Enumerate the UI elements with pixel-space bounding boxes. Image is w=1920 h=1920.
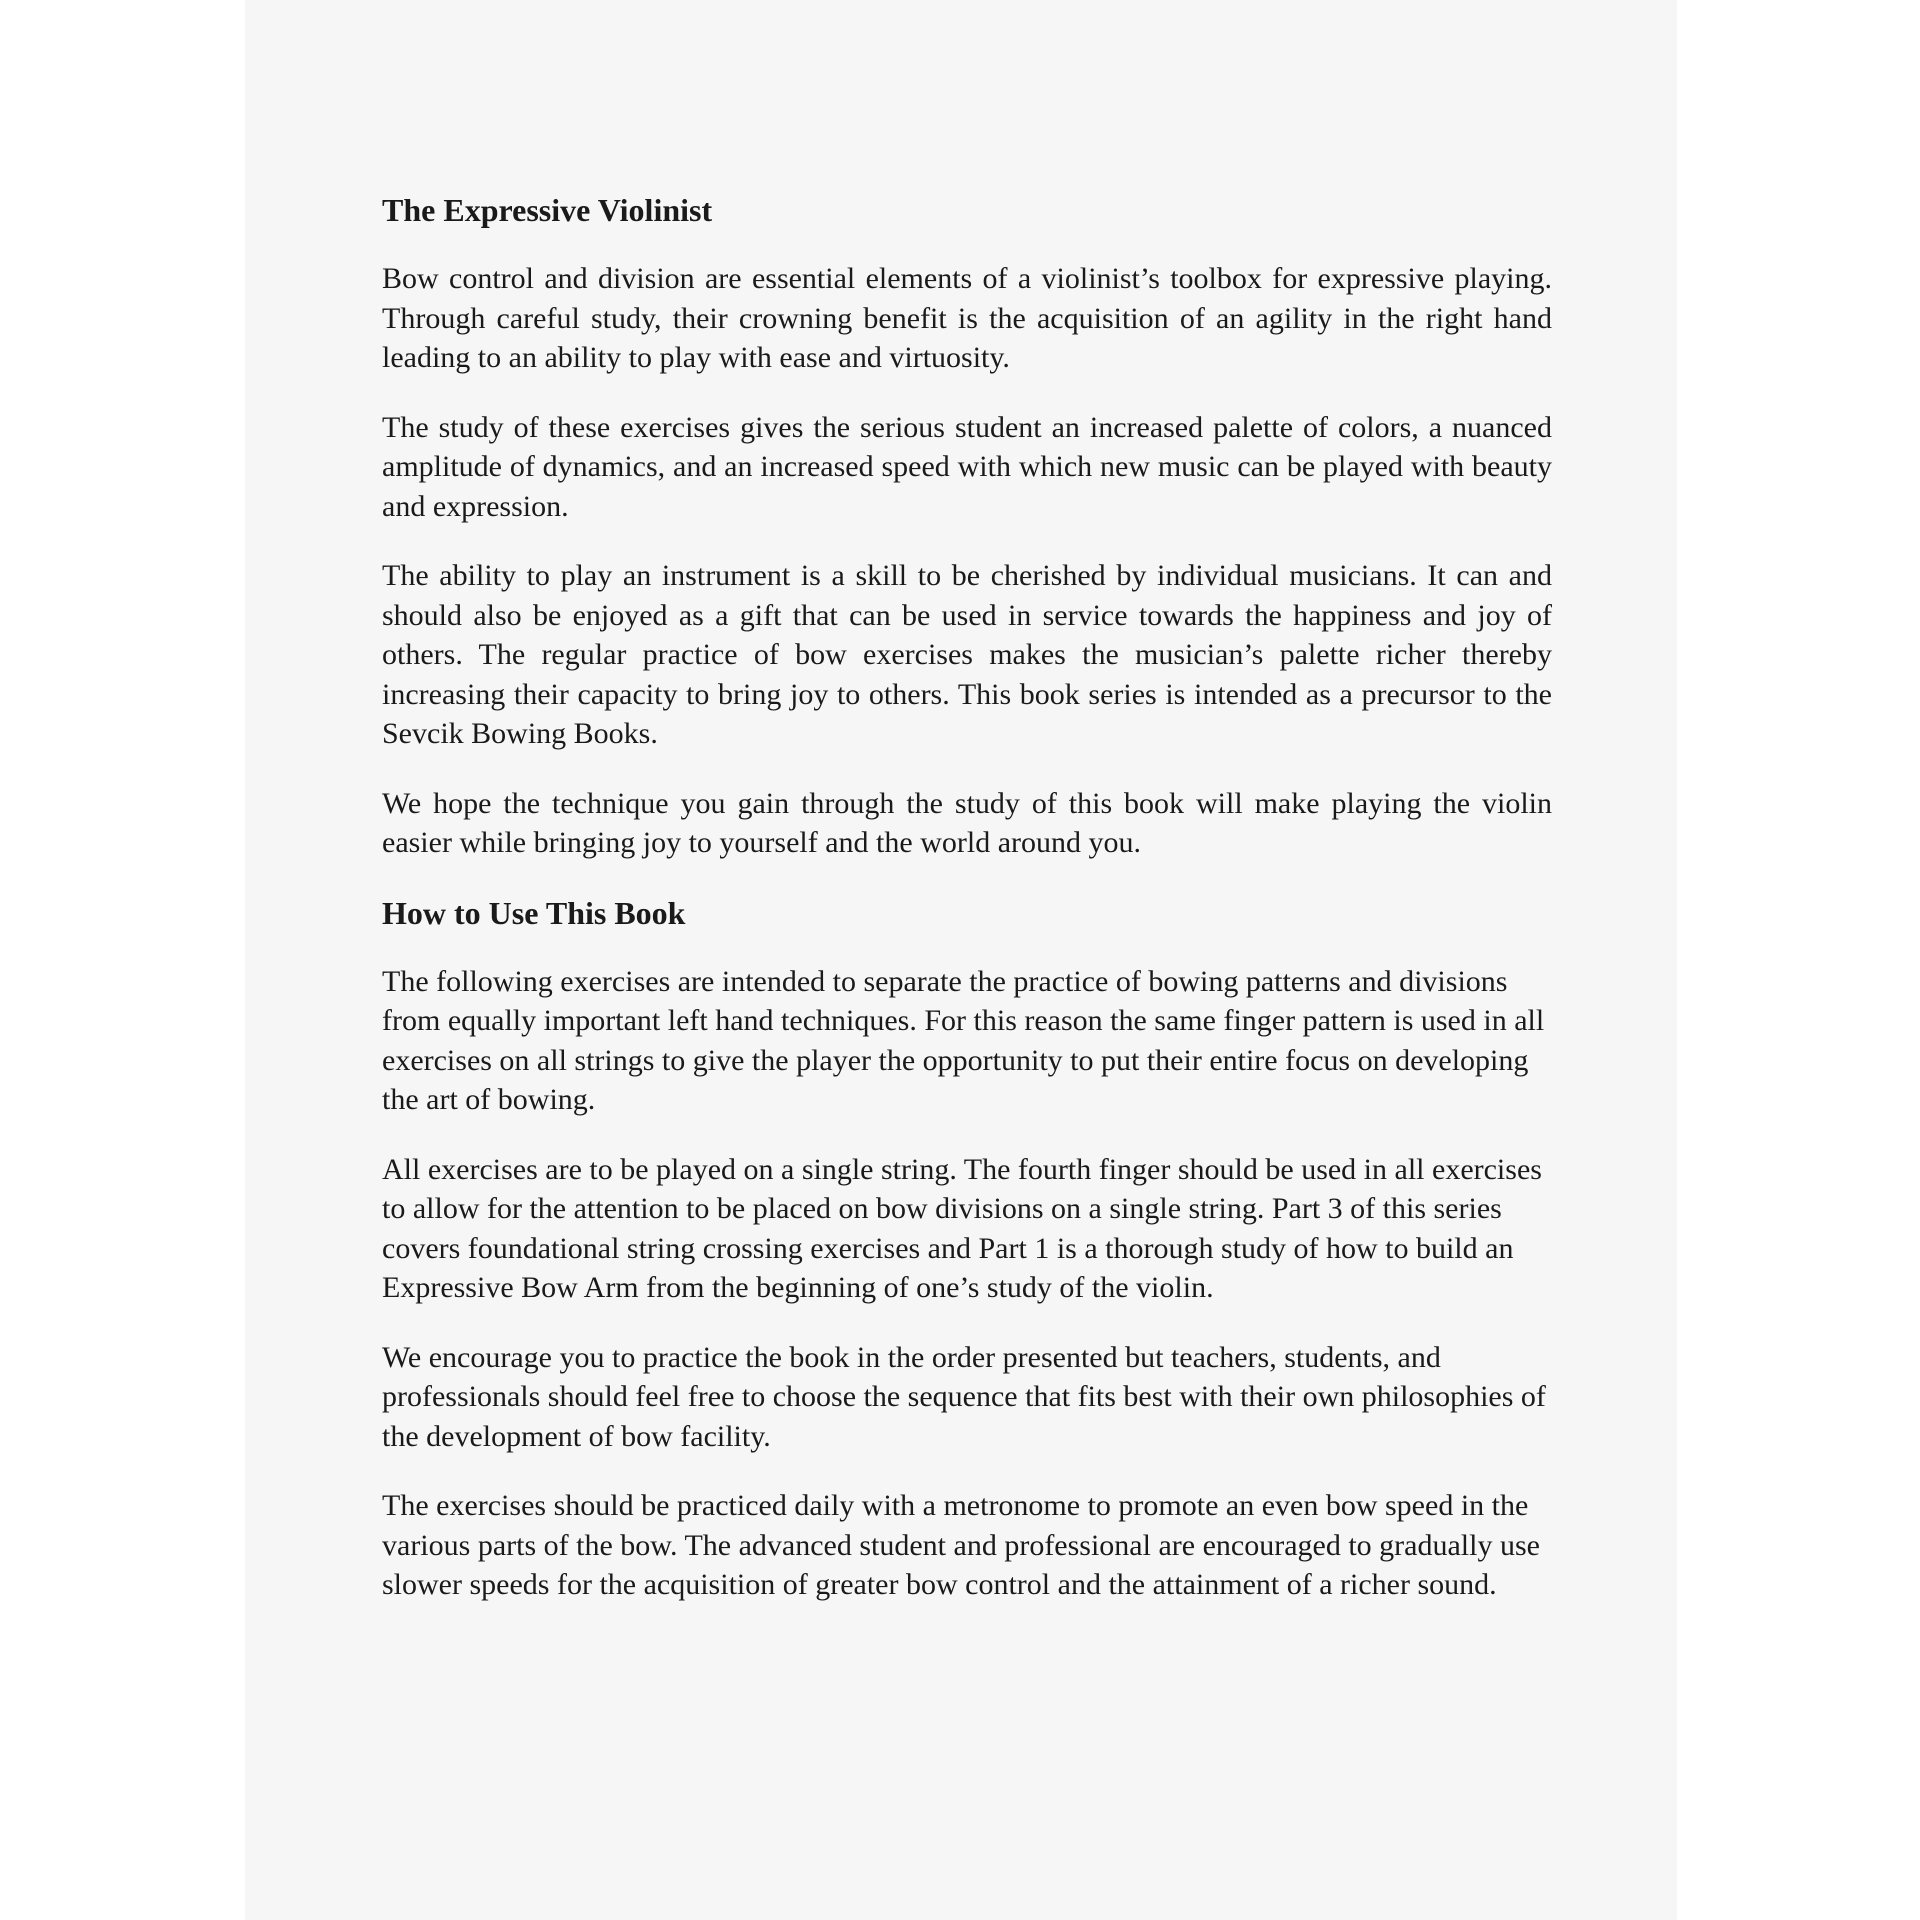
paragraph: The study of these exercises gives the serious student an increased palette of colors, a nuanced amplitude of dynamics, and an increased speed with which new music can be played with beauty and expression. bbox=[382, 410, 1552, 523]
paragraph: We hope the technique you gain through the study of this book will make playing the violin easier while bringing joy to yourself and the world around you. bbox=[382, 786, 1552, 859]
paragraph: The exercises should be practiced daily with a metronome to promote an even bow speed in the various parts of the bow. The advanced student and professional are encouraged to gradually use slower speeds for the acquisition of greater bow control and the attainment of a richer sound. bbox=[382, 1489, 1540, 1601]
paragraph: The following exercises are intended to separate the practice of bowing patterns and divisions from equally important left hand techniques. For this reason the same finger pattern is used in all exercises on all strings to give the player the opportunity to put their entire focus on developing the art of bowing. bbox=[382, 964, 1545, 1116]
paragraph: We encourage you to practice the book in the order presented but teachers, students, and professionals should feel free to choose the sequence that fits best with their own philosophies of the development of bow facility. bbox=[382, 1340, 1546, 1453]
paragraph: The ability to play an instrument is a skill to be cherished by individual musicians. It can and should also be enjoyed as a gift that can be used in service towards the happiness and joy of others. The regular practice of bow exercises makes the musician’s palette richer thereby increasing their capacity to bring joy to others. This book series is intended as a precursor to the Sevcik Bowing Books. bbox=[382, 559, 1552, 750]
section-heading: How to Use This Book bbox=[382, 894, 686, 931]
section-how-to-use bbox=[382, 893, 1552, 1605]
section-expressive-violinist bbox=[382, 190, 1552, 863]
section-heading: The Expressive Violinist bbox=[382, 192, 713, 228]
paragraph: All exercises are to be played on a single string. The fourth finger should be used in all exercises to allow for the attention to be placed on bow divisions on a single string. Part 3 of this series covers foundational string crossing exercises and Part 1 is a thorough study of how to build an Expressive Bow Arm from the beginning of one’s study of the violin. bbox=[382, 1152, 1542, 1304]
paragraph: Bow control and division are essential elements of a violinist’s toolbox for expressive playing. Through careful study, their crowning benefit is the acquisition of an agility in the right hand leading to an ability to play with ease and virtuosity. bbox=[382, 262, 1552, 374]
document-body bbox=[382, 190, 1552, 1635]
